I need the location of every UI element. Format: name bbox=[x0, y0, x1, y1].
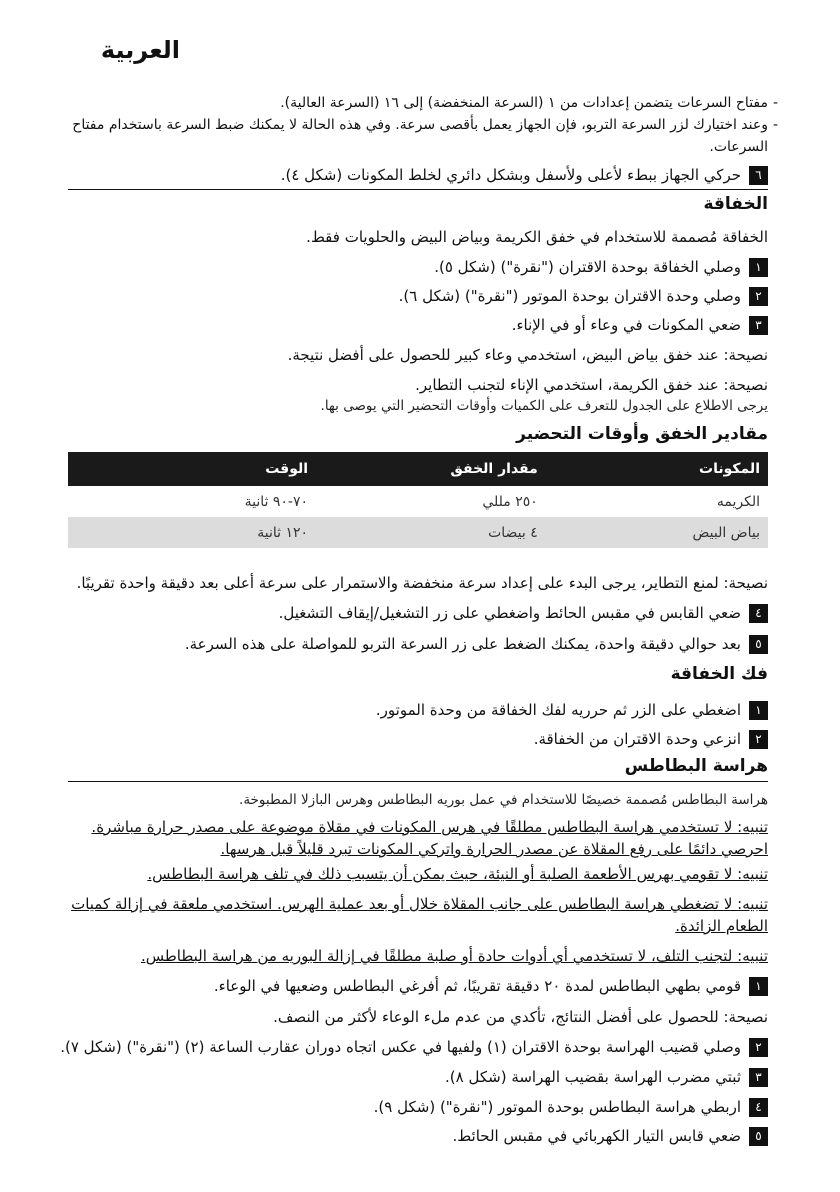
step-text: قومي بطهي البطاطس لمدة ٢٠ دقيقة تقريبًا، ثم أفرغي البطاطس وضعيها في الوعاء. bbox=[213, 977, 741, 995]
section-heading-detach: فك الخفاقة bbox=[670, 664, 768, 684]
tip-text: نصيحة: لمنع التطاير، يرجى البدء على إعداد سرعة منخفضة والاستمرار على سرعة أعلى بعد دقيقة واحدة تقريبًا. bbox=[76, 574, 768, 592]
step-text: ثبتي مضرب الهراسة بقضيب الهراسة (شكل ٨). bbox=[445, 1068, 741, 1086]
step-6 bbox=[281, 164, 768, 186]
step-text: بعد حوالي دقيقة واحدة، يمكنك الضغط على زر السرعة التربو للمواصلة على هذه السرعة. bbox=[184, 635, 741, 653]
whisk-step bbox=[279, 602, 768, 624]
language-title: العربية bbox=[100, 36, 180, 64]
step-text: وصلي الخفاقة بوحدة الاقتران ("نقرة") (شكل ٥). bbox=[434, 258, 741, 276]
bullet-dash: - bbox=[772, 117, 778, 133]
masher-step bbox=[445, 1066, 768, 1088]
whisk-step bbox=[185, 633, 768, 655]
section-divider bbox=[68, 781, 768, 782]
section-heading-whisk: الخفاقة bbox=[703, 194, 768, 214]
section-divider bbox=[68, 189, 768, 190]
column-header: مقدار الخفق bbox=[316, 452, 546, 486]
step-text: انزعي وحدة الاقتران من الخفاقة. bbox=[533, 730, 741, 748]
step-text: ضعي قابس التيار الكهربائي في مقبس الحائط. bbox=[452, 1127, 741, 1145]
bullet-dash: - bbox=[772, 95, 778, 111]
step-number-badge: ٣ bbox=[749, 316, 768, 335]
table-cell: ٧٠-٩٠ ثانية bbox=[244, 493, 309, 510]
step-number-badge: ١ bbox=[749, 258, 768, 277]
step-number-badge: ٥ bbox=[749, 635, 768, 654]
step-number-badge: ٤ bbox=[749, 1098, 768, 1117]
masher-step bbox=[453, 1125, 768, 1147]
step-number-badge: ٦ bbox=[749, 166, 768, 185]
column-header: المكونات bbox=[546, 452, 768, 486]
caution-text: تنبيه: لا تضغطي هراسة البطاطس على جانب المقلاة خلال أو بعد عملية الهرس. استخدمي ملعقة في إزالة كميات الطعام الزائدة. bbox=[71, 895, 768, 935]
column-header: الوقت bbox=[68, 452, 316, 486]
quantities-table bbox=[68, 452, 768, 548]
step-number-badge: ١ bbox=[749, 977, 768, 996]
step-text: اضغطي على الزر ثم حرريه لفك الخفاقة من وحدة الموتور. bbox=[375, 701, 741, 719]
tip-text: نصيحة: للحصول على أفضل النتائج، تأكدي من عدم ملء الوعاء لأكثر من النصف. bbox=[273, 1008, 768, 1026]
step-number-badge: ٢ bbox=[749, 1038, 768, 1057]
table-cell: ١٢٠ ثانية bbox=[68, 517, 316, 548]
step-text: اربطي هراسة البطاطس بوحدة الموتور ("نقرة") (شكل ٩). bbox=[373, 1098, 741, 1116]
step-number-badge: ٢ bbox=[749, 287, 768, 306]
whisk-step bbox=[399, 285, 768, 307]
table-cell: ٤ بيضات bbox=[316, 517, 546, 548]
bullet-text: وعند اختيارك لزر السرعة التربو، فإن الجهاز يعمل بأقصى سرعة. وفي هذه الحالة لا يمكنك ضبط السرعة باستخدام مفتاح السرعات. bbox=[72, 117, 768, 155]
step-number-badge: ٥ bbox=[749, 1127, 768, 1146]
table-cell: الكريمه bbox=[716, 493, 760, 510]
masher-intro: هراسة البطاطس مُصممة خصيصًا للاستخدام في عمل بوريه البطاطس وهرس البازلا المطبوخة. bbox=[239, 792, 768, 808]
step-number-badge: ٤ bbox=[749, 604, 768, 623]
masher-step bbox=[374, 1096, 768, 1118]
table-row bbox=[68, 517, 768, 548]
step-number-badge: ١ bbox=[749, 701, 768, 720]
tip-text: نصيحة: عند خفق بياض البيض، استخدمي وعاء كبير للحصول على أفضل نتيجة. bbox=[287, 346, 768, 364]
step-text: ضعي القابس في مقبس الحائط واضغطي على زر التشغيل/إيقاف التشغيل. bbox=[278, 604, 741, 622]
bullet-item bbox=[68, 114, 778, 158]
tip-text: نصيحة: عند خفق الكريمة، استخدمي الإناء لتجنب التطاير. bbox=[415, 376, 768, 394]
step-number-badge: ٢ bbox=[749, 730, 768, 749]
detach-step bbox=[376, 699, 768, 721]
table-cell: بياض البيض bbox=[546, 517, 768, 548]
step-text: ضعي المكونات في وعاء أو في الإناء. bbox=[511, 316, 741, 334]
whisk-intro: الخفاقة مُصممة للاستخدام في خفق الكريمة وبياض البيض والحلويات فقط. bbox=[306, 228, 768, 246]
step-text: وصلي وحدة الاقتران بوحدة الموتور ("نقرة") (شكل ٦). bbox=[398, 287, 741, 305]
table-reference: يرجى الاطلاع على الجدول للتعرف على الكميات وأوقات التحضير التي يوصى بها. bbox=[320, 398, 768, 414]
bullet-text: مفتاح السرعات يتضمن إعدادات من ١ (السرعة المنخفضة) إلى ١٦ (السرعة العالية). bbox=[280, 95, 768, 111]
table-header-row bbox=[68, 452, 768, 486]
caution-text: تنبيه: لا تستخدمي هراسة البطاطس مطلقًا في هرس المكونات في مقلاة موضوعة على مصدر حرارة مباشرة. احرصي دائمًا على رفع المقلاة عن مصدر الحرارة واتركي المكونات تبرد قليلاً قبل هرسها. bbox=[91, 818, 768, 858]
masher-step bbox=[214, 975, 768, 997]
table-cell: ٢٥٠ مللي bbox=[482, 493, 538, 510]
section-heading-masher: هراسة البطاطس bbox=[624, 756, 768, 776]
whisk-step bbox=[512, 314, 768, 336]
whisk-step bbox=[434, 256, 768, 278]
caution-text: تنبيه: لا تقومي بهرس الأطعمة الصلبة أو النيئة، حيث يمكن أن يتسبب ذلك في تلف هراسة البطاطس. bbox=[147, 865, 768, 883]
step-number-badge: ٣ bbox=[749, 1068, 768, 1087]
masher-step bbox=[60, 1036, 768, 1058]
bullet-item bbox=[68, 92, 778, 114]
detach-step bbox=[534, 728, 768, 750]
step-text: وصلي قضيب الهراسة بوحدة الاقتران (١) ولفيها في عكس اتجاه دوران عقارب الساعة (٢) ("نقرة") (شكل ٧). bbox=[60, 1038, 741, 1056]
table-row bbox=[68, 486, 768, 517]
step-text: حركي الجهاز ببطء لأعلى ولأسفل وبشكل دائري لخلط المكونات (شكل ٤). bbox=[280, 166, 741, 184]
caution-text: تنبيه: لتجنب التلف، لا تستخدمي أي أدوات حادة أو صلبة مطلقًا في إزالة البوريه من هراسة البطاطس. bbox=[140, 947, 768, 965]
table-title: مقادير الخفق وأوقات التحضير bbox=[516, 424, 768, 444]
